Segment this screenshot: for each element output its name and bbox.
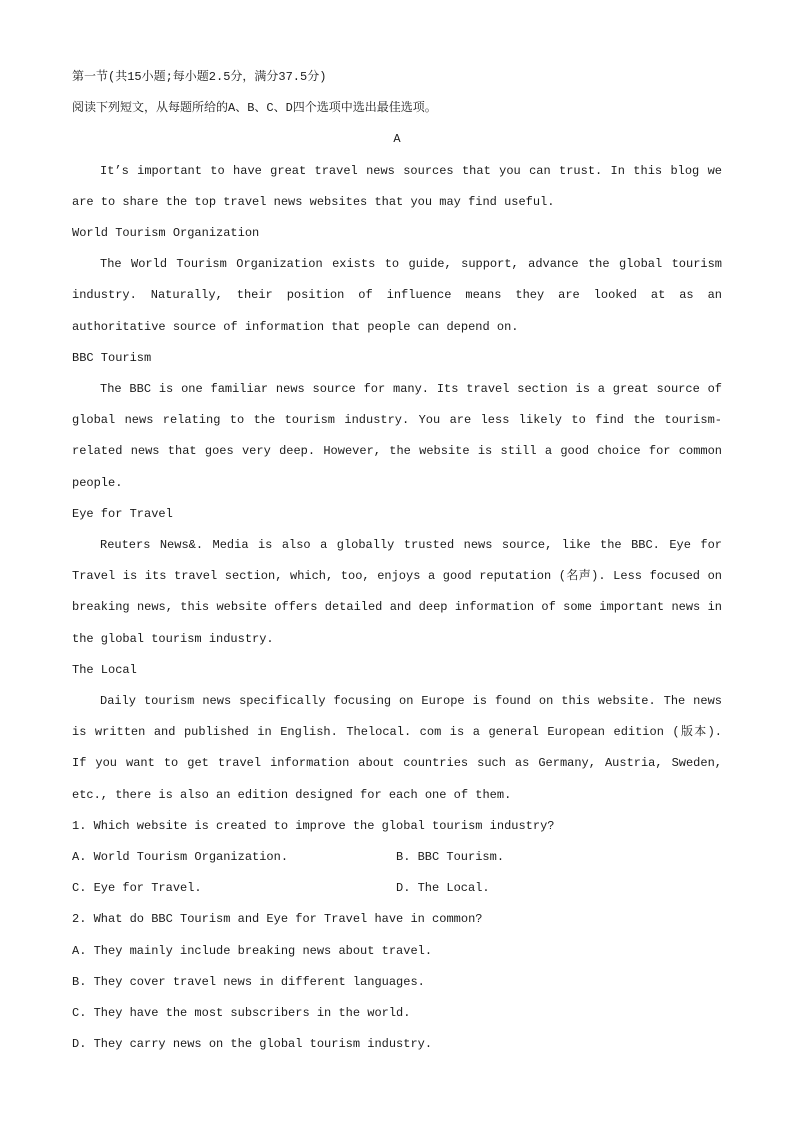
section-body-world-tourism: The World Tourism Organization exists to guide, support, advance the global tourism industry. Naturally, their position of influence means they are looked at as an authoritative source of information that people can depend on. [72, 257, 722, 334]
section-heading-the-local: The Local [72, 662, 137, 677]
question-1-options-row-2 [72, 873, 722, 904]
section-body-bbc-tourism: The BBC is one familiar news source for many. Its travel section is a great source of global news relating to the tourism industry. You are less likely to find the tourism-related news that goes very deep. However, the website is still a good choice for common people. [72, 382, 722, 490]
question-1-stem: 1. Which website is created to improve the global tourism industry? [72, 818, 555, 833]
section-heading-world-tourism: World Tourism Organization [72, 226, 260, 241]
question-1-option-b: B. BBC Tourism. [396, 850, 505, 865]
question-2-option-c: C. They have the most subscribers in the world. [72, 1006, 411, 1021]
section-heading-bbc-tourism: BBC Tourism [72, 350, 152, 365]
question-2-stem: 2. What do BBC Tourism and Eye for Travel have in common? [72, 912, 483, 927]
question-2-option-d: D. They carry news on the global tourism industry. [72, 1037, 433, 1052]
intro-paragraph: It’s important to have great travel news sources that you can trust. In this blog we are to share the top travel news websites that you may find useful. [72, 163, 722, 209]
question-1-option-a: A. World Tourism Organization. [72, 850, 289, 865]
section-heading-eye-for-travel: Eye for Travel [72, 506, 173, 521]
passage-label: A [393, 132, 401, 147]
section-body-the-local: Daily tourism news specifically focusing on Europe is found on this website. The news is written and published in English. Thelocal. com is a general European edition (版本). If you want to get travel information about countries such as Germany, Austria, Sweden, etc., there is also an edition designed for each one of them. [72, 694, 722, 802]
question-2-option-b: B. They cover travel news in different languages. [72, 974, 425, 989]
question-1-option-c: C. Eye for Travel. [72, 881, 202, 896]
instruction: 阅读下列短文，从每题所给的A、B、C、D四个选项中选出最佳选项。 [72, 101, 437, 116]
question-1-option-d: D. The Local. [396, 881, 490, 896]
question-2-option-a: A. They mainly include breaking news about travel. [72, 943, 433, 958]
section-header: 第一节(共15小题;每小题2.5分，满分37.5分) [72, 70, 327, 84]
exam-page [72, 62, 722, 1061]
question-1-options-row-1 [72, 842, 722, 873]
section-body-eye-for-travel: Reuters News&. Media is also a globally trusted news source, like the BBC. Eye for Travel is its travel section, which, too, enjoys a good reputation (名声). Less focused on breaking news, this website offers detailed and deep information of some important news in the global tourism industry. [72, 538, 722, 646]
